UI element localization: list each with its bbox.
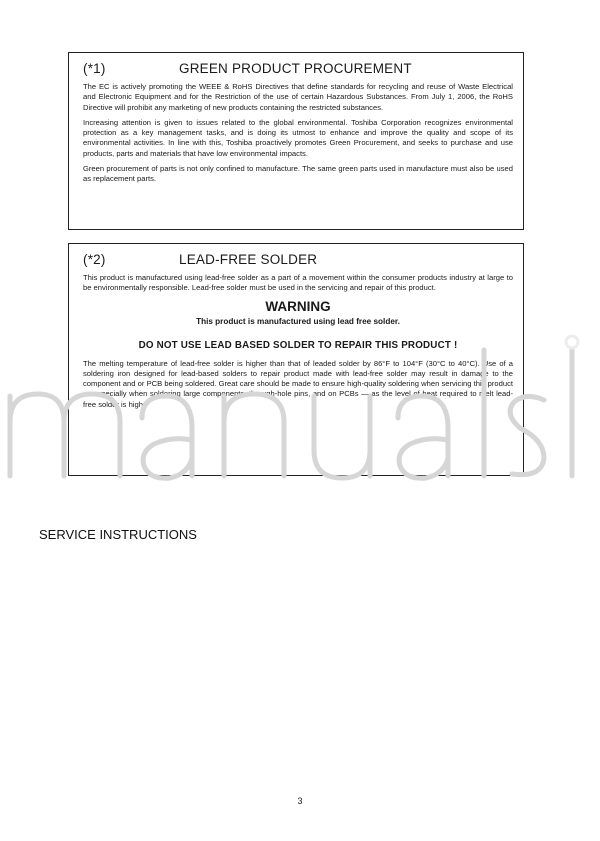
lead-free-title: LEAD-FREE SOLDER xyxy=(179,252,318,267)
green-procurement-box xyxy=(68,52,524,230)
footnote-ref-2: (*2) xyxy=(83,252,106,267)
green-procurement-header xyxy=(83,61,513,76)
warning-subtext: This product is manufactured using lead free solder. xyxy=(196,316,400,326)
replacement-parts-paragraph: Green procurement of parts is not only confined to manufacture. The same green parts used in manufacture must also be used as replacement parts. xyxy=(83,164,513,184)
warning-heading: WARNING xyxy=(265,298,331,314)
service-instructions-heading: SERVICE INSTRUCTIONS xyxy=(39,527,197,542)
environment-paragraph: Increasing attention is given to issues related to the global environmental. Toshiba Corporation recognizes environmental protection as a key management tasks, and is doing its utmost to enhance and improve the quality and scope of its environmental activities. In line with this, Toshiba proactively promotes Green Procurement, and seeks to purchase and use products, parts and materials that have low environmental impacts. xyxy=(83,117,513,158)
lead-free-intro: This product is manufactured using lead-free solder as a part of a movement within the consumer products industry at large to be environmentally responsible. Lead-free solder must be used in the servicing and repair of this product. xyxy=(83,273,513,293)
green-procurement-title: GREEN PRODUCT PROCUREMENT xyxy=(179,61,412,76)
footnote-ref-1: (*1) xyxy=(83,61,106,76)
weee-rohs-paragraph: The EC is actively promoting the WEEE & RoHS Directives that define standards for recycling and reuse of Waste Electrical and Electronic Equipment and for the Restriction of the use of certain Hazardous Substances. From July 1, 2006, the RoHS Directive will prohibit any marketing of new products containing the restricted substances. xyxy=(83,82,513,112)
do-not-use-lead-warning: DO NOT USE LEAD BASED SOLDER TO REPAIR THIS PRODUCT ! xyxy=(138,339,458,351)
melting-temperature-paragraph: The melting temperature of lead-free solder is higher than that of leaded solder by 86°F to 104°F (30°C to 40°C). Use of a soldering iron designed for lead-based solders to repair product made with lead-free solder may result in damage to the component and or PCB being soldered. Great care should be made to ensure high-quality soldering when servicing this product — especially when soldering large components, through-hole pins, and on PCBs — as the level of heat required to melt lead-free solder is high. xyxy=(83,358,513,409)
lead-free-header xyxy=(83,252,513,267)
lead-free-solder-box xyxy=(68,243,524,476)
page-number: 3 xyxy=(297,796,303,806)
